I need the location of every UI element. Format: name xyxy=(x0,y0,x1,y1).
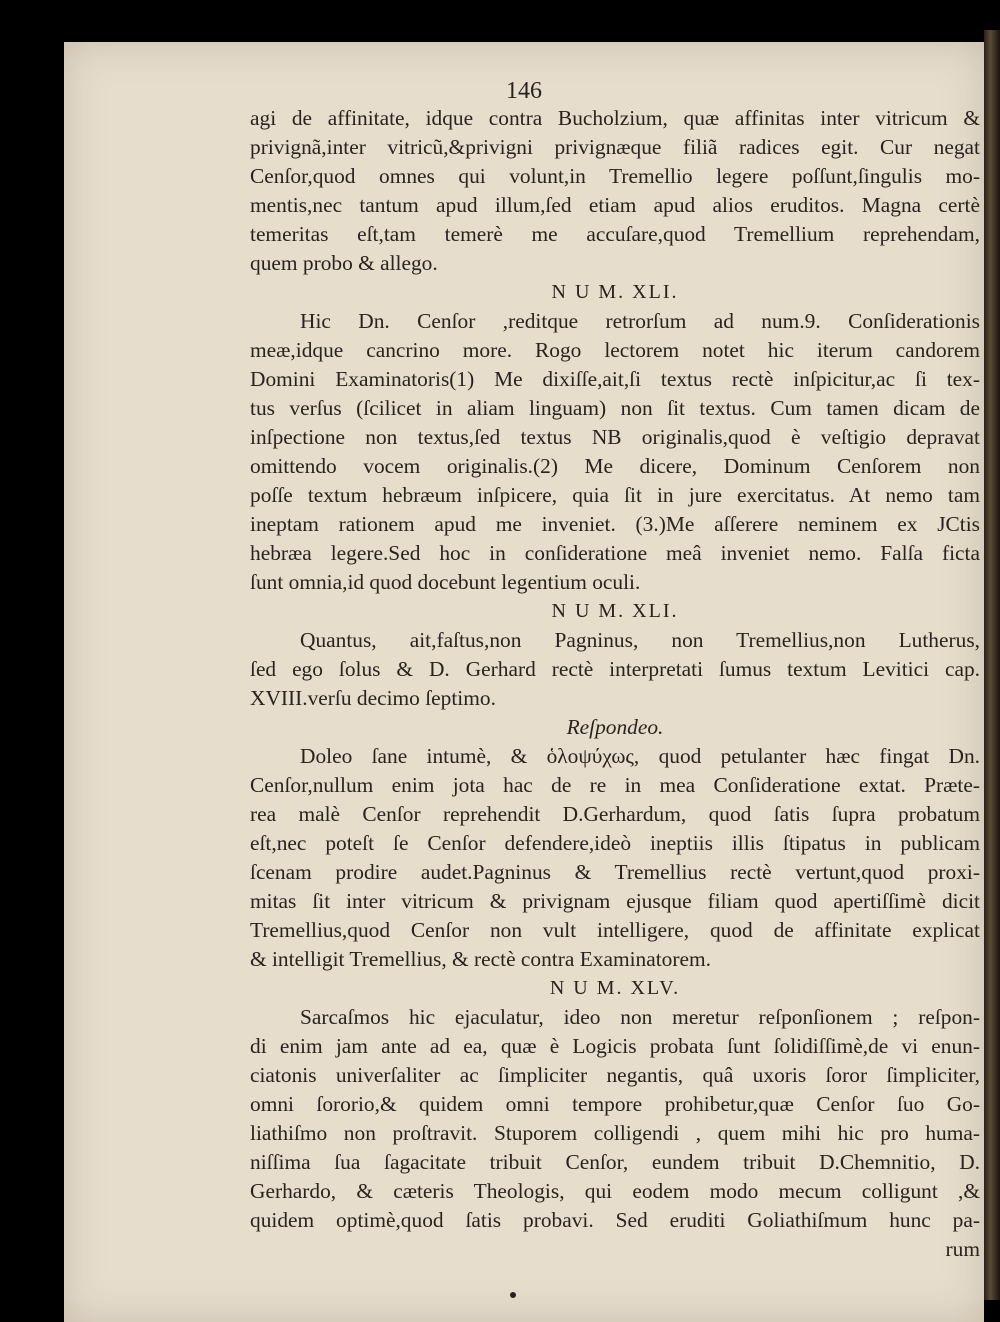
paragraph-last-line: XVIII.verſu decimo ſeptimo. xyxy=(250,686,496,710)
section-heading: N U M. XLI. xyxy=(551,281,679,303)
page-body-text xyxy=(250,104,980,1264)
text-line: liathiſmo non proſtravit. Stuporem colligendi , quem mihi hic pro huma- xyxy=(250,1121,980,1145)
section-heading: N U M. XLI. xyxy=(551,600,679,622)
text-line: poſſe textum hebræum inſpicere, quia ſit in jure exercitatus. At nemo tam xyxy=(250,483,980,507)
text-line: agi de affinitate, idque contra Bucholzium, quæ affinitas inter vitricum & xyxy=(250,106,980,130)
text-line: omittendo vocem originalis.(2) Me dicere, Dominum Cenſorem non xyxy=(250,454,980,478)
ornament-dot xyxy=(510,1292,516,1298)
subheading: Reſpondeo. xyxy=(566,715,664,739)
text-line: meæ,idque cancrino more. Rogo lectorem notet hic iterum candorem xyxy=(250,338,980,362)
paragraph-last-line: quem probo & allego. xyxy=(250,251,438,275)
page-number: 146 xyxy=(506,78,542,104)
text-line: hebræa legere.Sed hoc in conſideratione meâ inveniet nemo. Falſa ficta xyxy=(250,541,980,565)
text-line: ineptam rationem apud me inveniet. (3.)Me aſſerere neminem ex JCtis xyxy=(250,512,980,536)
paragraph-last-line: ſunt omnia,id quod docebunt legentium oculi. xyxy=(250,570,641,594)
text-line: mitas ſit inter vitricum & privignam ejusque filiam quod apertiſſimè dicit xyxy=(250,889,980,913)
text-line: rea malè Cenſor reprehendit D.Gerhardum, quod ſatis ſupra probatum xyxy=(250,802,980,826)
text-line: inſpectione non textus,ſed textus NB originalis,quod è veſtigio depravat xyxy=(250,425,980,449)
text-line: Gerhardo, & cæteris Theologis, qui eodem modo mecum colligunt ,& xyxy=(250,1179,980,1203)
text-line: Cenſor,quod omnes qui volunt,in Tremellio legere poſſunt,ſingulis mo- xyxy=(250,164,980,188)
text-line: ſed ego ſolus & D. Gerhard rectè interpretati ſumus textum Levitici cap. xyxy=(250,657,980,681)
text-line: privignã,inter vitricũ,&privigni privignæque filiã radices egit. Cur negat xyxy=(250,135,980,159)
text-line: Tremellius,quod Cenſor non vult intelligere, quod de affinitate explicat xyxy=(250,918,980,942)
book-edge xyxy=(984,30,1000,1300)
text-line: temeritas eſt,tam temerè me accuſare,quod Tremellium reprehendam, xyxy=(250,222,980,246)
text-line: omni ſororio,& quidem omni tempore prohibetur,quæ Cenſor ſuo Go- xyxy=(250,1092,980,1116)
text-line: di enim jam ante ad ea, quæ è Logicis probata ſunt ſolidiſſimè,de vi enun- xyxy=(250,1034,980,1058)
text-line: Cenſor,nullum enim jota hac de re in mea Conſideratione extat. Præte- xyxy=(250,773,980,797)
text-line: Domini Examinatoris(1) Me dixiſſe,ait,ſi textus rectè inſpicitur,ac ſi tex- xyxy=(250,367,980,391)
text-line: quidem optimè,quod ſatis probavi. Sed eruditi Goliathiſmum hunc pa- xyxy=(250,1208,980,1232)
paragraph-first-line: Sarcaſmos hic ejaculatur, ideo non meretur reſponſionem ; reſpon- xyxy=(300,1005,980,1029)
section-heading: N U M. XLV. xyxy=(549,977,681,999)
text-line: mentis,nec tantum apud illum,ſed etiam apud alios eruditos. Magna certè xyxy=(250,193,980,217)
text-line: niſſima ſua ſagacitate tribuit Cenſor, eundem tribuit D.Chemnitio, D. xyxy=(250,1150,980,1174)
paragraph-last-line: & intelligit Tremellius, & rectè contra Examinatorem. xyxy=(250,947,711,971)
catchword: rum xyxy=(945,1237,980,1261)
text-line: ſcenam prodire audet.Pagninus & Tremellius rectè vertunt,quod proxi- xyxy=(250,860,980,884)
text-line: eſt,nec poteſt ſe Cenſor defendere,ideò ineptiis illis ſtipatus in publicam xyxy=(250,831,980,855)
text-line: tus verſus (ſcilicet in aliam linguam) non ſit textus. Cum tamen dicam de xyxy=(250,396,980,420)
paragraph-first-line: Hic Dn. Cenſor ,reditque retrorſum ad num.9. Conſiderationis xyxy=(300,309,980,333)
book-page xyxy=(64,42,984,1322)
paragraph-first-line: Quantus, ait,faſtus,non Pagninus, non Tremellius,non Lutherus, xyxy=(300,628,980,652)
text-line: ciatonis univerſaliter ac ſimpliciter negantis, quâ uxoris ſoror ſimpliciter, xyxy=(250,1063,980,1087)
paragraph-first-line: Doleo ſane intumè, & ὁλοψύχως, quod petulanter hæc fingat Dn. xyxy=(300,744,980,768)
